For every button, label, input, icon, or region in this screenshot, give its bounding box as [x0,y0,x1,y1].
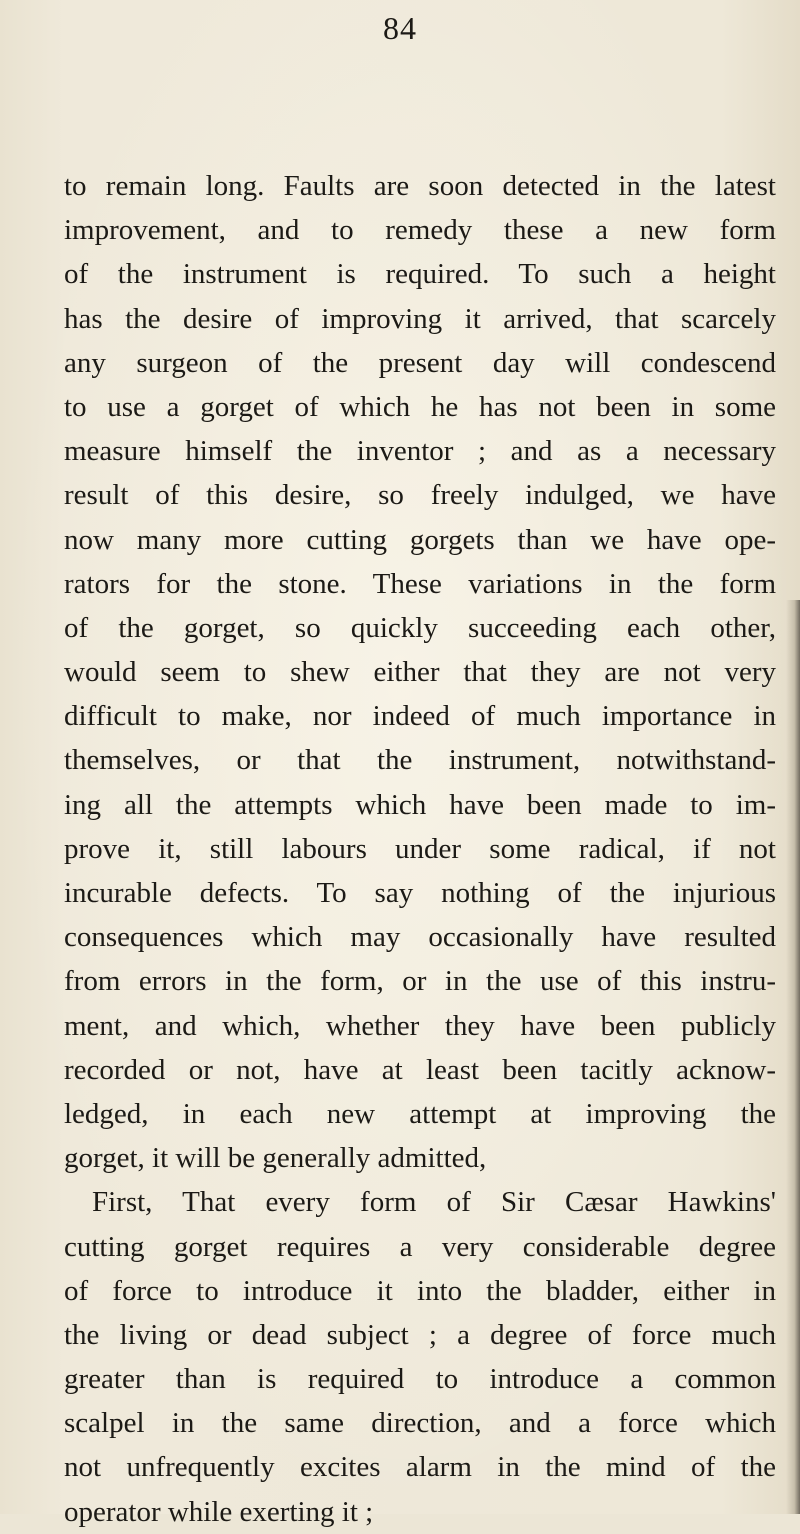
text-line: difficult to make, nor indeed of much importance in [64,700,776,733]
text-line: ledged, in each new attempt at improving the [64,1097,776,1130]
text-line: themselves, or that the instrument, notwithstand- [64,744,776,777]
text-line: result of this desire, so freely indulged, we have [64,479,776,512]
body-text [64,164,776,1534]
text-line: of the instrument is required. To such a height [64,258,776,291]
text-line: recorded or not, have at least been tacitly acknow- [64,1053,776,1086]
text-line: greater than is required to introduce a common [64,1363,776,1396]
text-line: now many more cutting gorgets than we have ope- [64,523,776,556]
text-line: ing all the attempts which have been made to im- [64,788,776,821]
text-line: not unfrequently excites alarm in the mind of the [64,1451,776,1484]
text-line: the living or dead subject ; a degree of force much [64,1318,776,1351]
text-line: any surgeon of the present day will condescend [64,346,776,379]
text-line: from errors in the form, or in the use of this instru- [64,965,776,998]
text-line: rators for the stone. These variations in the form [64,567,776,600]
text-line: to remain long. Faults are soon detected in the latest [64,170,776,202]
text-line: cutting gorget requires a very considerable degree [64,1230,776,1263]
text-line: prove it, still labours under some radical, if not [64,832,776,865]
text-line: has the desire of improving it arrived, that scarcely [64,302,776,335]
page-number: 84 [383,10,417,46]
paragraph-start-line: First, That every form of Sir Cæsar Hawkins' [92,1186,776,1219]
text-line: gorget, it will be generally admitted, [64,1142,487,1175]
text-line: operator while exerting it ; [64,1495,374,1528]
text-line: ment, and which, whether they have been publicly [64,1009,776,1042]
text-line: of the gorget, so quickly succeeding each other, [64,611,776,644]
text-line: measure himself the inventor ; and as a necessary [64,435,776,468]
text-line: consequences which may occasionally have resulted [64,921,776,954]
text-line: to use a gorget of which he has not been in some [64,390,776,423]
page-edge-shadow [786,600,800,1514]
text-line: of force to introduce it into the bladder, either in [64,1274,776,1307]
text-line: incurable defects. To say nothing of the injurious [64,877,776,909]
text-line: improvement, and to remedy these a new form [64,214,776,247]
text-line: scalpel in the same direction, and a force which [64,1407,776,1440]
text-line: would seem to shew either that they are not very [64,656,776,689]
